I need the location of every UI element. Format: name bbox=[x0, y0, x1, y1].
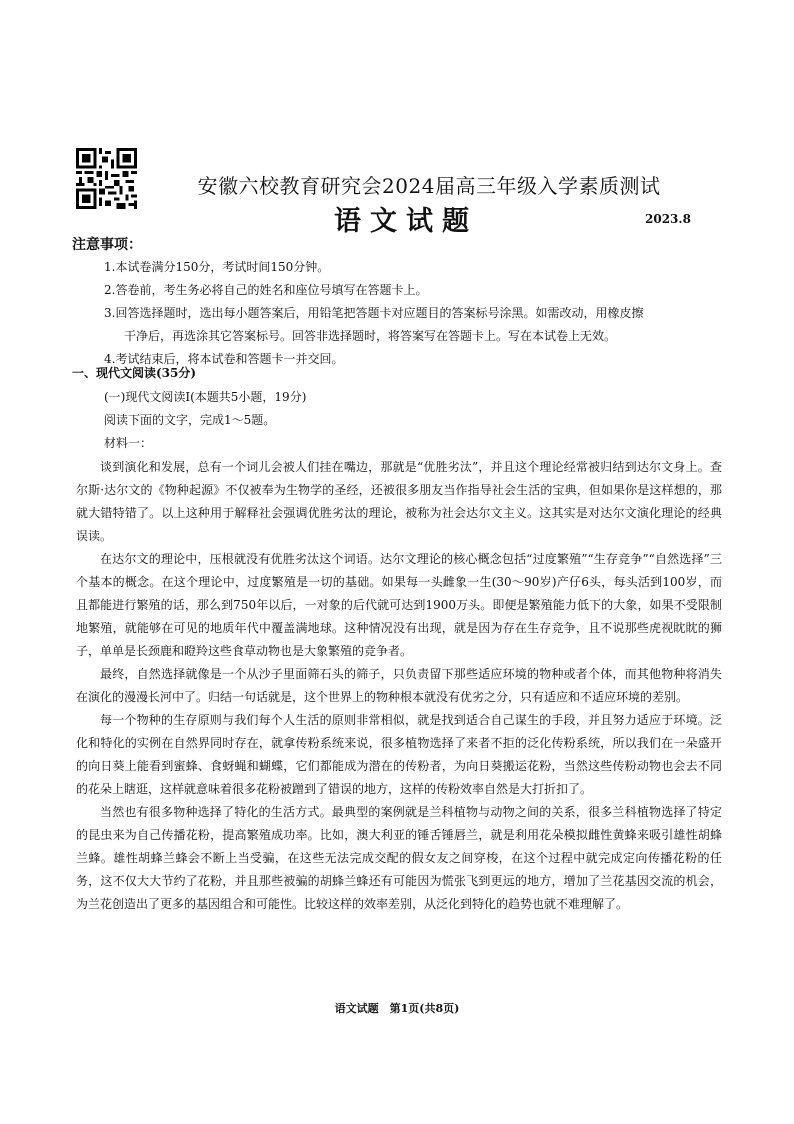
notice-item: 4.考试结束后，将本试卷和答题卡一并交回。 bbox=[104, 352, 344, 366]
subsection-heading: (一)现代文阅读Ⅰ(本题共5小题，19分) bbox=[104, 390, 307, 404]
exam-date: 2023.8 bbox=[645, 212, 691, 226]
passage-text bbox=[76, 456, 722, 916]
passage-paragraph: 每一个物种的生存原则与我们每个人生活的原则非常相似，就是找到适合自己谋生的手段，并且努力适应于环境。泛化和特化的实例在自然界同时存在，就拿传粉系统来说，很多植物选择了来者不拒的泛化传粉系统，所以我们在一朵盛开的向日葵上能看到蜜蜂、食蚜蝇和蝴蝶，它们都能成为潜在的传粉者，为向日葵搬运花粉，当然这些传粉动物也会去不同的花朵上瞎逛，这样就意味着很多花粉被蹭到了错误的地方，这样的传粉效率自然是大打折扣了。 bbox=[76, 713, 722, 796]
reading-instruction: 阅读下面的文字，完成1～5题。 bbox=[104, 413, 276, 427]
page-footer: 语文试题 第1页(共8页) bbox=[334, 1002, 460, 1015]
passage-paragraph: 谈到演化和发展，总有一个词儿会被人们挂在嘴边，那就是“优胜劣汰”，并且这个理论经常被归结到达尔文身上。查尔斯·达尔文的《物种起源》不仅被奉为生物学的圣经，还被很多朋友当作指导社会生活的宝典，但如果你是这样想的，那就大错特错了。以上这种用于解释社会强调优胜劣汰的理论，被称为社会达尔文主义。这其实是对达尔文演化理论的经典误读。 bbox=[76, 460, 722, 543]
material-label: 材料一： bbox=[104, 436, 153, 450]
section-heading: 一、现代文阅读(35分) bbox=[72, 366, 197, 380]
notice-item: 2.答卷前，考生务必将自己的姓名和座位号填写在答题卡上。 bbox=[104, 283, 428, 297]
passage-paragraph: 当然也有很多物种选择了特化的生活方式。最典型的案例就是兰科植物与动物之间的关系，很多兰科植物选择了特定的昆虫来为自己传播花粉，提高繁殖成功率。比如，澳大利亚的锤舌锤唇兰，就是利用花朵模拟雌性黄蜂来吸引雄性胡蜂兰蜂。雄性胡蜂兰蜂会不断上当受骗，在这些无法完成交配的假女友之间穿梭，在这个过程中就完成定向传播花粉的任务，这不仅大大节约了花粉，并且那些被骗的胡蜂兰蜂还有可能因为慌张飞到更远的地方，增加了兰花基因交流的机会，为兰花创造出了更多的基因组合和可能性。比较这样的效率差别，从泛化到特化的趋势也就不难理解了。 bbox=[76, 805, 722, 911]
passage-paragraph: 最终，自然选择就像是一个从沙子里面筛石头的筛子，只负责留下那些适应环境的物种或者个体，而其他物种将消失在演化的漫漫长河中了。归结一句话就是，这个世界上的物种根本就没有优劣之分，只有适应和不适应环境的差别。 bbox=[76, 667, 722, 704]
passage-paragraph: 在达尔文的理论中，压根就没有优胜劣汰这个词语。达尔文理论的核心概念包括“过度繁殖”“生存竞争”“自然选择”三个基本的概念。在这个理论中，过度繁殖是一切的基础。如果每一头雌象一生(30～90岁)产仔6头，每头活到100岁，而且都能进行繁殖的话，那么到750年以后，一对象的后代就可达到1900万头。即便是繁殖能力低下的大象，如果不受限制地繁殖，就能够在可见的地质年代中覆盖满地球。这种情况没有出现，就是因为存在生存竞争，且不说那些虎视眈眈的狮子，单单是长颈鹿和瞪羚这些食草动物也是大象繁殖的竞争者。 bbox=[76, 552, 722, 658]
notice-heading: 注意事项： bbox=[72, 237, 142, 253]
notice-list bbox=[104, 256, 744, 371]
notice-item: 3.回答选择题时，选出每小题答案后，用铅笔把答题卡对应题目的答案标号涂黑。如需改动，用橡皮擦 bbox=[104, 306, 644, 320]
subject-title: 语文试题 bbox=[334, 206, 478, 237]
exam-title: 安徽六校教育研究会2024届高三年级入学素质测试 bbox=[197, 174, 661, 198]
qr-code-icon bbox=[76, 148, 137, 209]
notice-item: 1.本试卷满分150分，考试时间150分钟。 bbox=[104, 260, 330, 274]
notice-item-continuation: 干净后，再选涂其它答案标号。回答非选择题时，将答案写在答题卡上。写在本试卷上无效。 bbox=[124, 329, 617, 343]
